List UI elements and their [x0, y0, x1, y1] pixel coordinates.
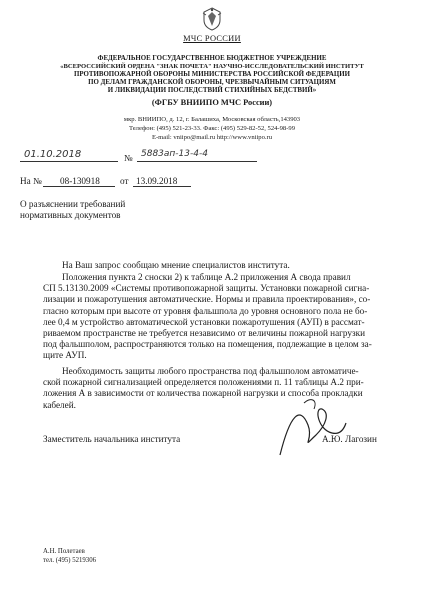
reg-date: 01.10.2018 — [24, 149, 82, 160]
executor-phone: тел. (495) 5219306 — [43, 557, 96, 564]
org-address: мкр. ВНИИПО, д. 12, г. Балашиха, Московская область,143903 — [123, 116, 301, 123]
ref-date-underline — [133, 186, 191, 187]
org-line-5: И ЛИКВИДАЦИИ ПОСЛЕДСТВИЙ СТИХИЙНЫХ БЕДСТВИЙ» — [107, 87, 317, 94]
p2-line: Положения пункта 2 сноски 2) к таблице А.2 приложения А свода правил — [62, 272, 351, 282]
ref-from-label: от — [120, 176, 129, 186]
body-paragraph-3 — [43, 366, 407, 411]
p2-line: гласно которым при высоте от уровня фальшпола до уровня основного пола не бо- — [43, 305, 368, 316]
executor-name: А.Н. Полетаев — [43, 548, 85, 555]
signature-name: А.Ю. Лагозин — [322, 434, 377, 444]
org-line-2: «ВСЕРОССИЙСКИЙ ОРДЕНА "ЗНАК ПОЧЕТА" НАУЧНО-ИССЛЕДОВАТЕЛЬСКИЙ ИНСТИТУТ — [60, 63, 364, 70]
p3-line: кабелей. — [43, 399, 76, 410]
org-short-name: (ФГБУ ВНИИПО МЧС России) — [151, 98, 273, 107]
emblem-icon — [200, 6, 224, 32]
p2-line: под фальшполом, распространяются только на помещения, подлежащие в целом за- — [43, 339, 372, 350]
p2-line: лее 0,4 м устройство автоматической установки пожаротушения (АУП) в рассмат- — [43, 316, 365, 327]
reg-date-underline — [20, 161, 118, 162]
p2-line: СП 5.13130.2009 «Системы противопожарной защиты. Установки пожарной сигна- — [43, 283, 370, 294]
signature-position: Заместитель начальника института — [43, 434, 181, 444]
subject-line-2: нормативных документов — [20, 210, 121, 220]
body-paragraph-2 — [43, 272, 407, 362]
ref-prefix: На № — [20, 176, 42, 186]
org-line-1: ФЕДЕРАЛЬНОЕ ГОСУДАРСТВЕННОЕ БЮДЖЕТНОЕ УЧРЕЖДЕНИЕ — [97, 55, 327, 62]
reg-number-underline — [137, 161, 257, 162]
org-line-3: ПРОТИВОПОЖАРНОЙ ОБОРОНЫ МИНИСТЕРСТВА РОССИЙСКОЙ ФЕДЕРАЦИИ — [74, 71, 350, 78]
ministry-name: МЧС РОССИИ — [183, 34, 241, 43]
reg-number-label: № — [124, 153, 133, 163]
p3-line: ложения А в зависимости от количества пожарной нагрузки и способа прокладки — [43, 388, 363, 399]
handwritten-signature — [270, 395, 350, 465]
org-phone: Телефон: (495) 521-23-33. Факс: (495) 529-82-52, 524-98-99 — [128, 125, 296, 132]
p2-line: риваемом пространстве не требуется независимо от величины пожарной нагрузки — [43, 328, 366, 339]
ref-date: 13.09.2018 — [136, 176, 178, 186]
org-line-4: ПО ДЕЛАМ ГРАЖДАНСКОЙ ОБОРОНЫ, ЧРЕЗВЫЧАЙНЫМ СИТУАЦИЯМ — [88, 79, 336, 86]
body-paragraph-1: На Ваш запрос сообщаю мнение специалистов института. — [62, 260, 290, 270]
p2-line: лизации и пожаротушения автоматические. Нормы и правила проектирования», со- — [43, 294, 371, 305]
p3-line: Необходимость защиты любого пространства под фальшполом автоматиче- — [62, 366, 359, 376]
reg-number: 5883ап-13-4-4 — [141, 149, 208, 159]
p3-line: ской пожарной сигнализацией определяется положениями п. 11 таблицы А.2 при- — [43, 377, 364, 388]
subject-line-1: О разъяснении требований — [20, 199, 126, 209]
org-email: E-mail: vniipo@mail.ru http://www.vniipo.ru — [151, 134, 273, 141]
ref-number-underline — [43, 186, 115, 187]
p2-line: щите АУП. — [43, 350, 87, 361]
ref-number: 08-130918 — [60, 176, 100, 186]
